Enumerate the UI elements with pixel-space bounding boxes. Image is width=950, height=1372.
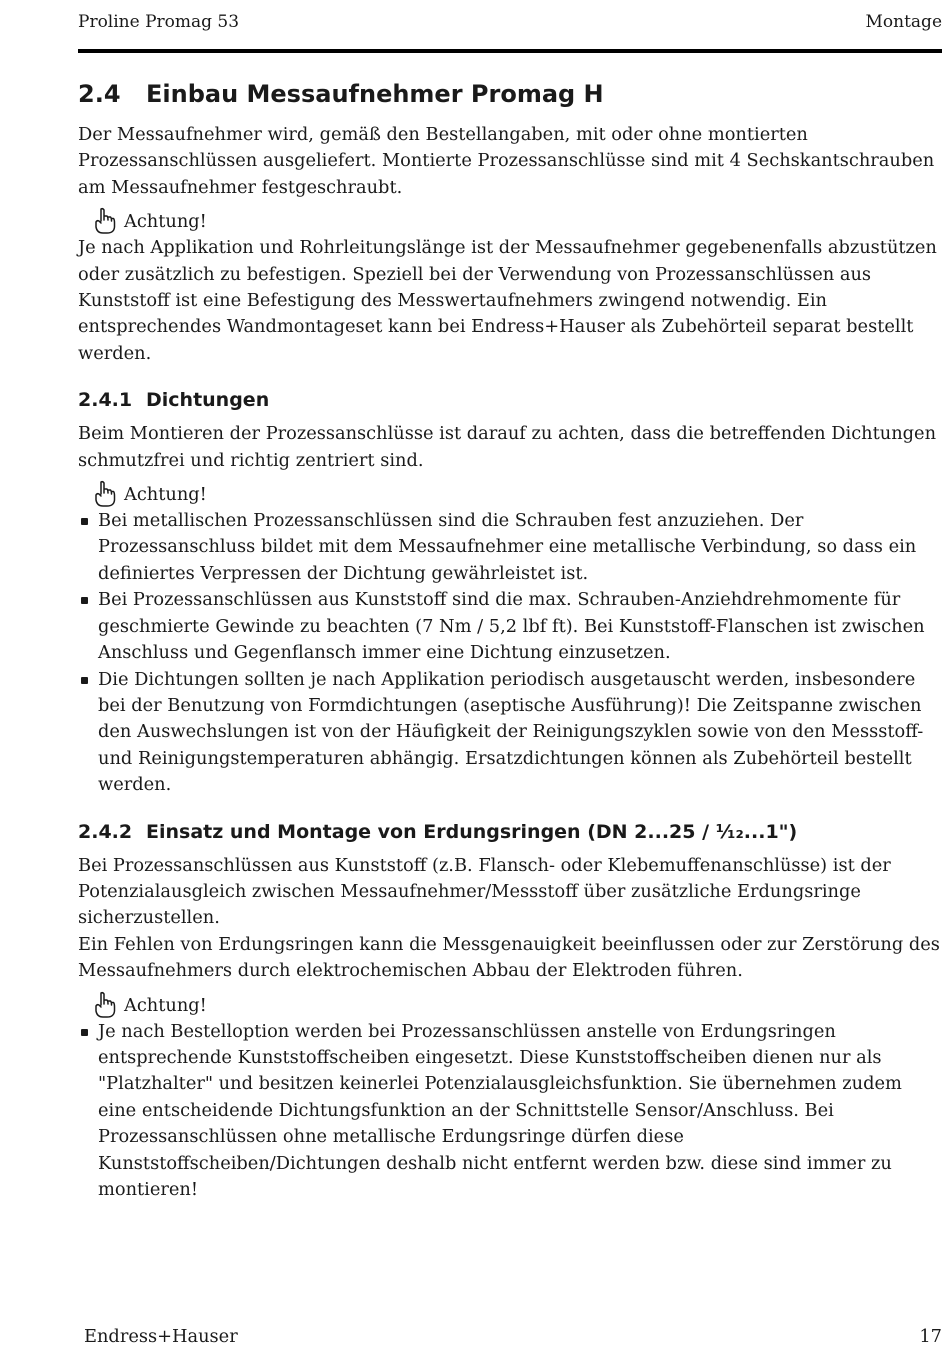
pointing-hand-icon — [92, 991, 118, 1019]
pointing-hand-icon — [92, 480, 118, 508]
caution-label: Achtung! — [124, 994, 207, 1016]
page-number: 17 — [919, 1326, 942, 1347]
list-item — [78, 508, 944, 587]
subsection-number: 2.4.1 — [78, 389, 133, 412]
list-item-text: Je nach Bestelloption werden bei Prozessanschlüssen anstelle von Erdungsringen entsprechende Kunststoffscheiben eingesetzt. Diese Kunststoffscheiben dienen nur als "Platzhalter" und besitzen keinerlei Potenzialausgleichsfunktion. Sie übernehmen zudem eine entscheidende Dichtungsfunktion an der Schnittstelle Sensor/Anschluss. Bei Prozessanschlüssen ohne metallische Erdungsringe dürfen diese Kunststoffscheiben/Dichtungen deshalb nicht entfernt werden bzw. diese sind immer zu montieren! — [98, 1020, 902, 1200]
bullet-icon — [81, 597, 88, 604]
subsection-title: Einsatz und Montage von Erdungsringen (DN 2...25 / ¹⁄₁₂...1") — [146, 820, 798, 843]
bullet-icon — [81, 1029, 88, 1036]
bullet-icon — [81, 677, 88, 684]
bullet-icon — [81, 518, 88, 525]
section-intro-paragraph: Der Messaufnehmer wird, gemäß den Bestellangaben, mit oder ohne montierten Prozessanschlüssen ausgeliefert. Montierte Prozessanschlüsse sind mit 4 Sechskantschrauben am Messaufnehmer festgeschraubt. — [78, 124, 935, 198]
header-chapter-title: Montage — [865, 12, 942, 32]
caution-paragraph: Je nach Applikation und Rohrleitungslänge ist der Messaufnehmer gegebenenfalls abzustützen oder zusätzlich zu befestigen. Speziell bei der Verwendung von Prozessanschlüssen aus Kunststoff ist eine Befestigung des Messwertaufnehmers zwingend notwendig. Ein entsprechendes Wandmontageset kann bei Endress+Hauser als Zubehörteil separat bestellt werden. — [78, 237, 937, 364]
section-heading — [78, 78, 944, 110]
header-document-title: Proline Promag 53 — [78, 12, 240, 32]
subsection-number: 2.4.2 — [78, 820, 133, 843]
bullet-list-erdungsringe — [78, 1019, 944, 1204]
footer-company: Endress+Hauser — [84, 1326, 238, 1347]
subsection-title: Dichtungen — [146, 389, 270, 412]
list-item-text: Bei Prozessanschlüssen aus Kunststoff sind die max. Schrauben-Anziehdrehmomente für geschmierte Gewinde zu beachten (7 Nm / 5,2 lbf ft). Bei Kunststoff-Flanschen ist zwischen Anschluss und Gegenflansch immer eine Dichtung einzusetzen. — [98, 589, 925, 664]
section-title: Einbau Messaufnehmer Promag H — [146, 80, 604, 108]
section-number: 2.4 — [78, 80, 121, 108]
page-content — [78, 78, 944, 1203]
list-item-text: Die Dichtungen sollten je nach Applikation periodisch ausgetauscht werden, insbesondere bei der Benutzung von Formdichtungen (aseptische Ausführung)! Die Zeitspanne zwischen den Auswechslungen ist von der Häufigkeit der Reinigungszyklen sowie von den Messstoff- und Reinigungstemperaturen abhängig. Ersatzdichtungen können als Zubehörteil bestellt werden. — [98, 668, 924, 796]
caution-heading-3 — [78, 989, 944, 1019]
list-item-text: Bei metallischen Prozessanschlüssen sind die Schrauben fest anzuziehen. Der Prozessanschluss bildet mit dem Messaufnehmer eine metallische Verbindung, so dass ein definiertes Verpressen der Dichtung gewährleistet ist. — [98, 510, 917, 584]
subsection-intro-paragraph: Beim Montieren der Prozessanschlüsse ist darauf zu achten, dass die betreffenden Dichtungen schmutzfrei und richtig zentriert sind. — [78, 423, 937, 471]
subsection-heading-dichtungen — [78, 387, 944, 413]
caution-heading-2 — [78, 478, 944, 508]
list-item — [78, 587, 944, 666]
bullet-list-dichtungen — [78, 508, 944, 798]
subsection-paragraph-1: Bei Prozessanschlüssen aus Kunststoff (z.B. Flansch- oder Klebemuffenanschlüsse) ist der Potenzialausgleich zwischen Messaufnehmer/Messstoff über zusätzliche Erdungsringe sicherzustellen. — [78, 854, 891, 929]
header-rule — [78, 49, 942, 53]
caution-label: Achtung! — [124, 211, 207, 233]
caution-heading-1 — [78, 205, 944, 235]
pointing-hand-icon — [92, 207, 118, 235]
page-footer — [84, 1326, 942, 1347]
subsection-paragraph-2: Ein Fehlen von Erdungsringen kann die Messgenauigkeit beeinflussen oder zur Zerstörung des Messaufnehmers durch elektrochemischen Abbau der Elektroden führen. — [78, 933, 940, 982]
list-item — [78, 1019, 944, 1204]
page-header — [78, 12, 942, 36]
subsection-heading-erdungsringe — [78, 819, 944, 845]
list-item — [78, 667, 944, 799]
caution-label: Achtung! — [124, 484, 207, 506]
